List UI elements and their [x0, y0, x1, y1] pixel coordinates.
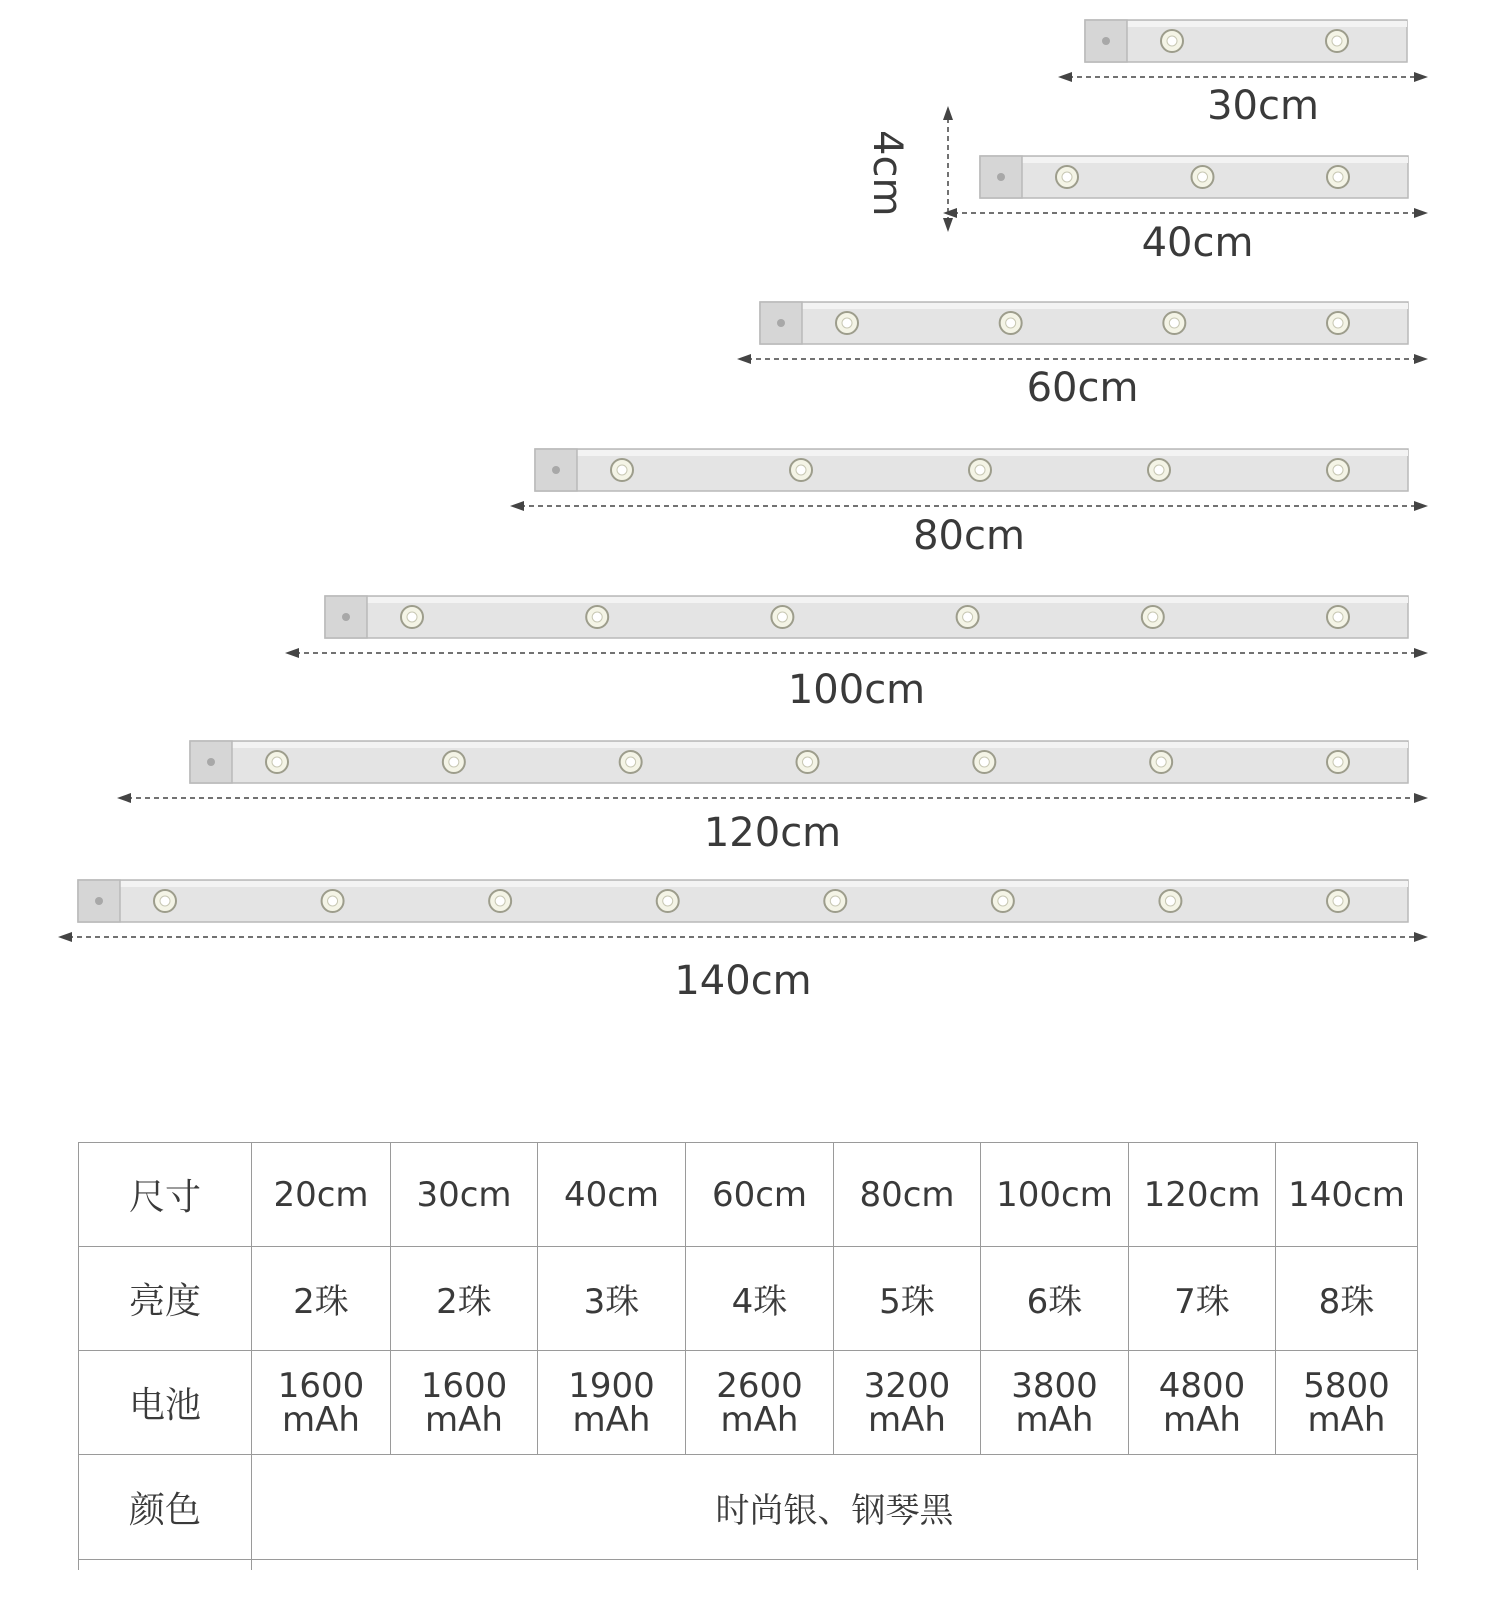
arrow-right-icon: [1414, 208, 1428, 218]
sensor-dot: [997, 173, 1005, 181]
sensor-dot: [207, 758, 215, 766]
battery-cell: [391, 1351, 538, 1455]
led-bar: [980, 156, 1408, 198]
size-cell: 40cm: [538, 1143, 686, 1247]
led-bar: [760, 302, 1408, 344]
led-core: [803, 757, 813, 767]
bar-highlight: [980, 157, 1408, 163]
length-dimension-line: [117, 793, 1428, 803]
arrow-left-icon: [737, 354, 751, 364]
length-dimension-line: [1058, 72, 1428, 82]
color-header: 颜色: [79, 1455, 252, 1560]
battery-row: [79, 1351, 1418, 1455]
length-dimension-line: [285, 648, 1428, 658]
sensor-dot: [342, 613, 350, 621]
led-core: [975, 465, 985, 475]
led-bar: [1085, 20, 1407, 62]
bar-highlight: [78, 881, 1408, 887]
brightness-cell: 2珠: [252, 1247, 391, 1351]
brightness-row: [79, 1247, 1418, 1351]
arrow-left-icon: [285, 648, 299, 658]
led-core: [592, 612, 602, 622]
brightness-cell: 8珠: [1276, 1247, 1418, 1351]
led-core: [1333, 172, 1343, 182]
length-dimension-line: [510, 501, 1428, 511]
arrow-right-icon: [1414, 932, 1428, 942]
led-core: [830, 896, 840, 906]
led-core: [1333, 896, 1343, 906]
led-core: [1332, 36, 1342, 46]
length-label: 30cm: [1207, 83, 1319, 129]
battery-value: 4800: [1158, 1365, 1246, 1406]
battery-cell: [686, 1351, 834, 1455]
sensor-dot: [1102, 37, 1110, 45]
color-value: 时尚银、钢琴黑: [252, 1455, 1418, 1560]
led-core: [407, 612, 417, 622]
battery-unit: mAh: [1015, 1399, 1094, 1440]
led-bar: [190, 741, 1408, 783]
arrow-right-icon: [1414, 72, 1428, 82]
brightness-cell: 4珠: [686, 1247, 834, 1351]
led-core: [626, 757, 636, 767]
size-cell: 120cm: [1129, 1143, 1276, 1247]
led-core: [1333, 757, 1343, 767]
led-core: [998, 896, 1008, 906]
battery-unit: mAh: [720, 1399, 799, 1440]
led-core: [1165, 896, 1175, 906]
length-label: 80cm: [913, 513, 1025, 559]
led-core: [842, 318, 852, 328]
length-dimension-line: [943, 208, 1428, 218]
led-core: [796, 465, 806, 475]
length-dimension-line: [58, 932, 1428, 942]
size-header: 尺寸: [79, 1143, 252, 1247]
led-core: [449, 757, 459, 767]
led-core: [777, 612, 787, 622]
brightness-cell: 5珠: [834, 1247, 981, 1351]
size-cell: 20cm: [252, 1143, 391, 1247]
battery-unit: mAh: [572, 1399, 651, 1440]
battery-value: 1600: [420, 1365, 508, 1406]
arrow-right-icon: [1414, 354, 1428, 364]
led-bar: [535, 449, 1408, 491]
arrow-up-icon: [943, 106, 953, 120]
led-core: [1333, 612, 1343, 622]
size-cell: 140cm: [1276, 1143, 1418, 1247]
length-label: 140cm: [674, 958, 812, 1004]
battery-unit: mAh: [1307, 1399, 1386, 1440]
brightness-cell: 7珠: [1129, 1247, 1276, 1351]
length-label: 120cm: [703, 810, 842, 856]
bar-highlight: [535, 450, 1408, 456]
led-core: [1062, 172, 1072, 182]
size-cell: 60cm: [686, 1143, 834, 1247]
led-bar: [325, 596, 1408, 638]
led-core: [663, 896, 673, 906]
led-core: [617, 465, 627, 475]
battery-unit: mAh: [868, 1399, 946, 1440]
battery-value: 5800: [1303, 1365, 1390, 1406]
led-core: [979, 757, 989, 767]
battery-cell: [1276, 1351, 1418, 1455]
battery-header: 电池: [79, 1351, 252, 1455]
battery-value: 2600: [716, 1365, 803, 1406]
arrow-right-icon: [1414, 648, 1428, 658]
sensor-dot: [552, 466, 560, 474]
color-row: [79, 1455, 1418, 1560]
arrow-right-icon: [1414, 501, 1428, 511]
spec-table: [78, 1142, 1418, 1570]
led-bar: [78, 880, 1408, 922]
battery-value: 3200: [863, 1365, 951, 1406]
led-core: [328, 896, 338, 906]
battery-unit: mAh: [1163, 1399, 1241, 1440]
length-dimension-line: [737, 354, 1428, 364]
arrow-left-icon: [510, 501, 524, 511]
brightness-cell: 2珠: [391, 1247, 538, 1351]
bar-highlight: [760, 303, 1408, 309]
led-core: [1154, 465, 1164, 475]
bar-highlight: [1085, 21, 1407, 27]
battery-value: 3800: [1011, 1365, 1098, 1406]
led-core: [495, 896, 505, 906]
sensor-dot: [95, 897, 103, 905]
led-core: [272, 757, 282, 767]
arrow-down-icon: [943, 218, 953, 232]
arrow-left-icon: [58, 932, 72, 942]
brightness-cell: 6珠: [981, 1247, 1129, 1351]
size-cell: 30cm: [391, 1143, 538, 1247]
led-core: [160, 896, 170, 906]
led-core: [1333, 318, 1343, 328]
size-cell: 80cm: [834, 1143, 981, 1247]
battery-cell: [538, 1351, 686, 1455]
led-core: [1169, 318, 1179, 328]
sensor-dot: [777, 319, 785, 327]
battery-cell: [981, 1351, 1129, 1455]
battery-cell: [1129, 1351, 1276, 1455]
arrow-left-icon: [1058, 72, 1072, 82]
battery-cell: [834, 1351, 981, 1455]
size-row: [79, 1143, 1418, 1247]
led-core: [1148, 612, 1158, 622]
height-dimension-label: 4cm: [864, 130, 910, 217]
led-core: [963, 612, 973, 622]
battery-cell: [252, 1351, 391, 1455]
bar-highlight: [190, 742, 1408, 748]
length-label: 40cm: [1141, 220, 1254, 266]
arrow-left-icon: [943, 208, 957, 218]
brightness-cell: 3珠: [538, 1247, 686, 1351]
brightness-header: 亮度: [79, 1247, 252, 1351]
battery-value: 1900: [568, 1365, 655, 1406]
arrow-left-icon: [117, 793, 131, 803]
battery-value: 1600: [277, 1365, 365, 1406]
led-core: [1006, 318, 1016, 328]
arrow-right-icon: [1414, 793, 1428, 803]
size-cell: 100cm: [981, 1143, 1129, 1247]
battery-unit: mAh: [425, 1399, 503, 1440]
bar-highlight: [325, 597, 1408, 603]
led-core: [1333, 465, 1343, 475]
table-continuation: [79, 1560, 1418, 1571]
led-core: [1167, 36, 1177, 46]
length-label: 60cm: [1026, 365, 1139, 411]
led-core: [1198, 172, 1208, 182]
length-label: 100cm: [787, 667, 926, 713]
led-core: [1156, 757, 1166, 767]
battery-unit: mAh: [282, 1399, 360, 1440]
